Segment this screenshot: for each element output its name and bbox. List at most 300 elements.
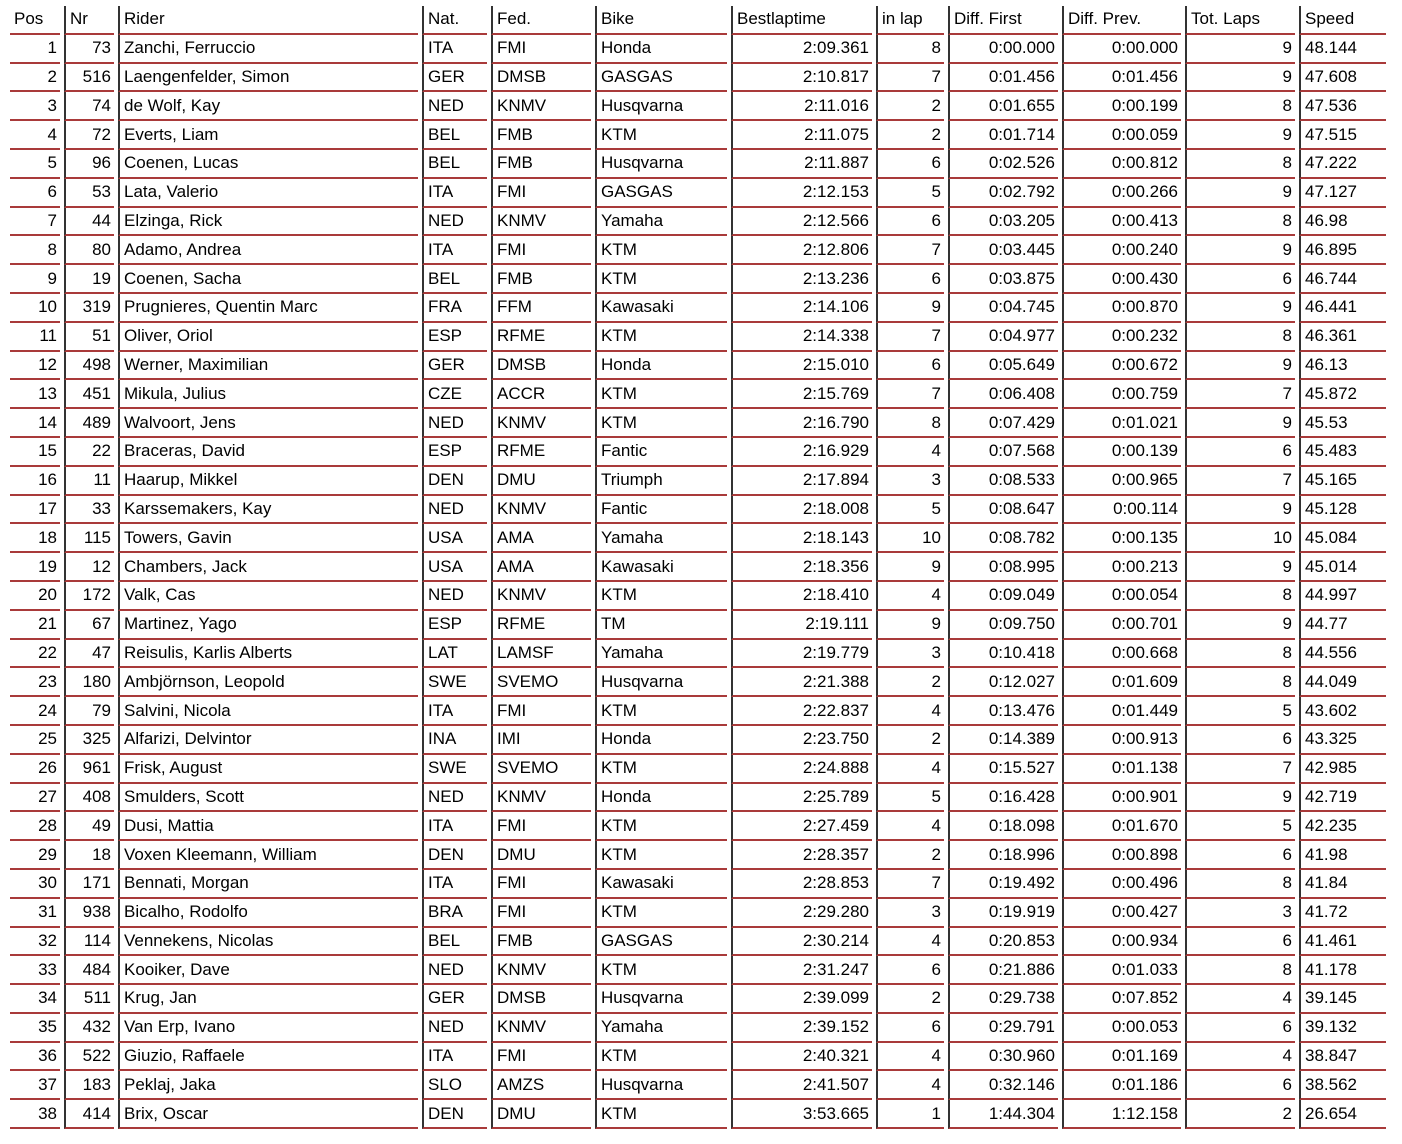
cell-pos: 9 (10, 265, 60, 294)
cell-diff-prev: 0:00.701 (1062, 611, 1181, 640)
cell-best: 2:40.321 (731, 1043, 872, 1072)
cell-diff-prev: 0:00.053 (1062, 1014, 1181, 1043)
cell-diff-first: 0:01.456 (948, 64, 1058, 93)
cell-rider: Van Erp, Ivano (118, 1014, 418, 1043)
cell-rider: Zanchi, Ferruccio (118, 35, 418, 64)
cell-bike: Honda (595, 35, 727, 64)
cell-rider: Coenen, Lucas (118, 150, 418, 179)
cell-inlap: 6 (876, 956, 944, 985)
cell-rider: Chambers, Jack (118, 553, 418, 582)
cell-nr: 408 (64, 784, 114, 813)
cell-fed: RFME (491, 323, 591, 352)
table-row (10, 928, 1386, 957)
cell-nr: 12 (64, 553, 114, 582)
cell-diff-first: 0:19.919 (948, 899, 1058, 928)
cell-bike: Yamaha (595, 640, 727, 669)
cell-fed: FMI (491, 899, 591, 928)
cell-diff-prev: 0:00.135 (1062, 524, 1181, 553)
cell-diff-first: 0:03.205 (948, 208, 1058, 237)
cell-nat: SWE (422, 668, 487, 697)
cell-speed: 44.997 (1299, 582, 1386, 611)
cell-bike: Kawasaki (595, 553, 727, 582)
cell-pos: 3 (10, 92, 60, 121)
cell-tot-laps: 7 (1185, 467, 1295, 496)
cell-fed: SVEMO (491, 668, 591, 697)
cell-pos: 2 (10, 64, 60, 93)
cell-nr: 325 (64, 726, 114, 755)
cell-rider: Alfarizi, Delvintor (118, 726, 418, 755)
cell-speed: 46.744 (1299, 265, 1386, 294)
cell-bike: Honda (595, 352, 727, 381)
cell-tot-laps: 8 (1185, 92, 1295, 121)
cell-tot-laps: 9 (1185, 784, 1295, 813)
cell-nr: 522 (64, 1043, 114, 1072)
cell-tot-laps: 8 (1185, 150, 1295, 179)
cell-speed: 41.84 (1299, 870, 1386, 899)
cell-tot-laps: 8 (1185, 668, 1295, 697)
cell-rider: Smulders, Scott (118, 784, 418, 813)
col-header-nat[interactable]: Nat. (422, 6, 487, 35)
cell-speed: 47.127 (1299, 179, 1386, 208)
col-header-pos[interactable]: Pos (10, 6, 60, 35)
cell-speed: 45.165 (1299, 467, 1386, 496)
cell-speed: 46.895 (1299, 236, 1386, 265)
cell-diff-first: 0:03.875 (948, 265, 1058, 294)
cell-diff-prev: 0:00.898 (1062, 841, 1181, 870)
cell-nr: 22 (64, 438, 114, 467)
cell-pos: 25 (10, 726, 60, 755)
cell-rider: Braceras, David (118, 438, 418, 467)
cell-best: 2:41.507 (731, 1071, 872, 1100)
cell-diff-prev: 0:00.759 (1062, 380, 1181, 409)
cell-nat: ITA (422, 1043, 487, 1072)
cell-nr: 961 (64, 755, 114, 784)
cell-bike: KTM (595, 380, 727, 409)
cell-bike: KTM (595, 265, 727, 294)
cell-speed: 47.536 (1299, 92, 1386, 121)
cell-nat: ITA (422, 812, 487, 841)
cell-best: 2:24.888 (731, 755, 872, 784)
cell-fed: LAMSF (491, 640, 591, 669)
cell-fed: KNMV (491, 92, 591, 121)
cell-diff-prev: 0:01.670 (1062, 812, 1181, 841)
cell-fed: AMA (491, 553, 591, 582)
cell-speed: 46.98 (1299, 208, 1386, 237)
cell-rider: Coenen, Sacha (118, 265, 418, 294)
cell-nat: GER (422, 64, 487, 93)
cell-nr: 115 (64, 524, 114, 553)
cell-bike: Husqvarna (595, 1071, 727, 1100)
cell-best: 2:30.214 (731, 928, 872, 957)
cell-nat: ESP (422, 438, 487, 467)
table-row (10, 496, 1386, 525)
cell-tot-laps: 4 (1185, 1043, 1295, 1072)
cell-tot-laps: 9 (1185, 553, 1295, 582)
cell-fed: DMU (491, 841, 591, 870)
cell-bike: KTM (595, 409, 727, 438)
table-row (10, 294, 1386, 323)
cell-best: 2:29.280 (731, 899, 872, 928)
cell-best: 2:18.356 (731, 553, 872, 582)
cell-nr: 516 (64, 64, 114, 93)
cell-fed: DMU (491, 467, 591, 496)
cell-fed: KNMV (491, 582, 591, 611)
cell-diff-prev: 0:07.852 (1062, 985, 1181, 1014)
cell-tot-laps: 8 (1185, 640, 1295, 669)
cell-best: 2:18.410 (731, 582, 872, 611)
cell-speed: 39.145 (1299, 985, 1386, 1014)
cell-best: 2:21.388 (731, 668, 872, 697)
cell-speed: 47.515 (1299, 121, 1386, 150)
cell-fed: AMZS (491, 1071, 591, 1100)
col-header-nr[interactable]: Nr (64, 6, 114, 35)
cell-nat: ITA (422, 870, 487, 899)
cell-inlap: 6 (876, 150, 944, 179)
table-row (10, 784, 1386, 813)
col-header-bike[interactable]: Bike (595, 6, 727, 35)
cell-speed: 47.608 (1299, 64, 1386, 93)
cell-best: 2:11.887 (731, 150, 872, 179)
cell-bike: KTM (595, 1100, 727, 1129)
cell-tot-laps: 6 (1185, 265, 1295, 294)
cell-bike: KTM (595, 956, 727, 985)
cell-inlap: 7 (876, 380, 944, 409)
cell-inlap: 6 (876, 1014, 944, 1043)
cell-tot-laps: 5 (1185, 812, 1295, 841)
cell-diff-prev: 0:00.427 (1062, 899, 1181, 928)
cell-nat: DEN (422, 841, 487, 870)
cell-inlap: 6 (876, 208, 944, 237)
table-row (10, 121, 1386, 150)
table-row (10, 870, 1386, 899)
cell-speed: 44.77 (1299, 611, 1386, 640)
cell-speed: 42.235 (1299, 812, 1386, 841)
cell-bike: KTM (595, 899, 727, 928)
cell-diff-first: 0:16.428 (948, 784, 1058, 813)
cell-inlap: 8 (876, 35, 944, 64)
col-header-tot-laps[interactable]: Tot. Laps (1185, 6, 1295, 35)
cell-diff-prev: 0:00.672 (1062, 352, 1181, 381)
cell-diff-prev: 0:00.000 (1062, 35, 1181, 64)
cell-diff-first: 0:08.647 (948, 496, 1058, 525)
cell-pos: 24 (10, 697, 60, 726)
cell-tot-laps: 10 (1185, 524, 1295, 553)
cell-speed: 42.985 (1299, 755, 1386, 784)
cell-diff-prev: 0:00.139 (1062, 438, 1181, 467)
cell-fed: SVEMO (491, 755, 591, 784)
cell-diff-prev: 0:00.668 (1062, 640, 1181, 669)
cell-speed: 41.98 (1299, 841, 1386, 870)
cell-rider: Elzinga, Rick (118, 208, 418, 237)
cell-nr: 72 (64, 121, 114, 150)
cell-nat: ITA (422, 236, 487, 265)
cell-best: 2:19.779 (731, 640, 872, 669)
cell-pos: 17 (10, 496, 60, 525)
cell-rider: Adamo, Andrea (118, 236, 418, 265)
cell-fed: FMI (491, 870, 591, 899)
cell-tot-laps: 4 (1185, 985, 1295, 1014)
cell-nr: 33 (64, 496, 114, 525)
cell-best: 2:39.099 (731, 985, 872, 1014)
cell-diff-first: 0:07.429 (948, 409, 1058, 438)
cell-diff-prev: 0:00.965 (1062, 467, 1181, 496)
cell-nat: BEL (422, 121, 487, 150)
cell-inlap: 5 (876, 179, 944, 208)
cell-inlap: 7 (876, 870, 944, 899)
cell-speed: 39.132 (1299, 1014, 1386, 1043)
cell-pos: 30 (10, 870, 60, 899)
cell-fed: RFME (491, 438, 591, 467)
cell-pos: 14 (10, 409, 60, 438)
cell-rider: Lata, Valerio (118, 179, 418, 208)
cell-diff-first: 0:02.792 (948, 179, 1058, 208)
cell-fed: DMSB (491, 64, 591, 93)
results-body (10, 35, 1386, 1129)
cell-speed: 42.719 (1299, 784, 1386, 813)
table-row (10, 582, 1386, 611)
col-header-fed[interactable]: Fed. (491, 6, 591, 35)
cell-diff-first: 0:08.995 (948, 553, 1058, 582)
cell-bike: KTM (595, 755, 727, 784)
cell-bike: Honda (595, 726, 727, 755)
table-row (10, 640, 1386, 669)
cell-speed: 38.847 (1299, 1043, 1386, 1072)
cell-bike: KTM (595, 697, 727, 726)
cell-speed: 43.602 (1299, 697, 1386, 726)
cell-speed: 44.049 (1299, 668, 1386, 697)
cell-nr: 319 (64, 294, 114, 323)
cell-pos: 11 (10, 323, 60, 352)
results-table (6, 6, 1390, 1129)
cell-best: 2:23.750 (731, 726, 872, 755)
cell-rider: Salvini, Nicola (118, 697, 418, 726)
cell-nr: 44 (64, 208, 114, 237)
cell-nr: 183 (64, 1071, 114, 1100)
cell-speed: 45.53 (1299, 409, 1386, 438)
col-header-diff-first[interactable]: Diff. First (948, 6, 1058, 35)
cell-best: 2:25.789 (731, 784, 872, 813)
cell-speed: 41.461 (1299, 928, 1386, 957)
cell-diff-prev: 0:00.114 (1062, 496, 1181, 525)
cell-rider: Bicalho, Rodolfo (118, 899, 418, 928)
cell-bike: KTM (595, 323, 727, 352)
cell-speed: 43.325 (1299, 726, 1386, 755)
cell-nat: LAT (422, 640, 487, 669)
cell-fed: DMSB (491, 985, 591, 1014)
cell-pos: 4 (10, 121, 60, 150)
cell-diff-prev: 0:00.266 (1062, 179, 1181, 208)
cell-rider: Walvoort, Jens (118, 409, 418, 438)
cell-fed: FMI (491, 35, 591, 64)
cell-bike: Triumph (595, 467, 727, 496)
cell-inlap: 4 (876, 755, 944, 784)
cell-inlap: 4 (876, 1071, 944, 1100)
cell-nr: 73 (64, 35, 114, 64)
cell-pos: 1 (10, 35, 60, 64)
cell-best: 2:15.010 (731, 352, 872, 381)
cell-speed: 38.562 (1299, 1071, 1386, 1100)
cell-pos: 33 (10, 956, 60, 985)
cell-fed: KNMV (491, 496, 591, 525)
col-header-speed[interactable]: Speed (1299, 6, 1386, 35)
cell-rider: Haarup, Mikkel (118, 467, 418, 496)
cell-best: 2:16.929 (731, 438, 872, 467)
cell-rider: Karssemakers, Kay (118, 496, 418, 525)
cell-inlap: 7 (876, 64, 944, 93)
cell-nat: DEN (422, 467, 487, 496)
cell-rider: Martinez, Yago (118, 611, 418, 640)
cell-rider: Peklaj, Jaka (118, 1071, 418, 1100)
table-row (10, 35, 1386, 64)
cell-diff-prev: 0:01.609 (1062, 668, 1181, 697)
table-row (10, 956, 1386, 985)
cell-diff-first: 0:06.408 (948, 380, 1058, 409)
cell-tot-laps: 8 (1185, 870, 1295, 899)
cell-rider: Ambjörnson, Leopold (118, 668, 418, 697)
cell-nr: 451 (64, 380, 114, 409)
col-header-bestlaptime[interactable]: Bestlaptime (731, 6, 872, 35)
cell-tot-laps: 8 (1185, 208, 1295, 237)
cell-nr: 53 (64, 179, 114, 208)
cell-inlap: 6 (876, 352, 944, 381)
cell-fed: DMU (491, 1100, 591, 1129)
cell-tot-laps: 8 (1185, 323, 1295, 352)
col-header-diff-prev[interactable]: Diff. Prev. (1062, 6, 1181, 35)
cell-tot-laps: 5 (1185, 697, 1295, 726)
cell-fed: DMSB (491, 352, 591, 381)
cell-tot-laps: 8 (1185, 582, 1295, 611)
cell-best: 2:39.152 (731, 1014, 872, 1043)
cell-diff-first: 0:09.049 (948, 582, 1058, 611)
cell-best: 2:12.153 (731, 179, 872, 208)
cell-nat: GER (422, 985, 487, 1014)
table-row (10, 726, 1386, 755)
cell-fed: KNMV (491, 1014, 591, 1043)
cell-diff-first: 0:04.977 (948, 323, 1058, 352)
cell-diff-prev: 0:00.054 (1062, 582, 1181, 611)
cell-tot-laps: 7 (1185, 380, 1295, 409)
table-row (10, 208, 1386, 237)
table-row (10, 352, 1386, 381)
cell-rider: Reisulis, Karlis Alberts (118, 640, 418, 669)
cell-bike: KTM (595, 121, 727, 150)
cell-diff-prev: 1:12.158 (1062, 1100, 1181, 1129)
cell-diff-prev: 0:01.169 (1062, 1043, 1181, 1072)
cell-inlap: 9 (876, 294, 944, 323)
cell-diff-first: 0:18.996 (948, 841, 1058, 870)
cell-best: 2:28.853 (731, 870, 872, 899)
cell-nat: GER (422, 352, 487, 381)
cell-pos: 34 (10, 985, 60, 1014)
cell-diff-first: 0:15.527 (948, 755, 1058, 784)
table-row (10, 1043, 1386, 1072)
cell-diff-first: 0:00.000 (948, 35, 1058, 64)
cell-best: 2:18.008 (731, 496, 872, 525)
cell-nat: ESP (422, 323, 487, 352)
col-header-in-lap[interactable]: in lap (876, 6, 944, 35)
cell-diff-prev: 0:00.232 (1062, 323, 1181, 352)
cell-pos: 10 (10, 294, 60, 323)
cell-tot-laps: 6 (1185, 1014, 1295, 1043)
cell-diff-prev: 0:00.240 (1062, 236, 1181, 265)
cell-diff-prev: 0:00.059 (1062, 121, 1181, 150)
cell-nat: NED (422, 409, 487, 438)
cell-tot-laps: 9 (1185, 496, 1295, 525)
cell-fed: FMI (491, 812, 591, 841)
cell-best: 2:15.769 (731, 380, 872, 409)
cell-diff-first: 0:01.714 (948, 121, 1058, 150)
cell-nat: USA (422, 524, 487, 553)
cell-speed: 45.084 (1299, 524, 1386, 553)
table-row (10, 438, 1386, 467)
cell-diff-prev: 0:00.870 (1062, 294, 1181, 323)
cell-nr: 96 (64, 150, 114, 179)
cell-rider: Mikula, Julius (118, 380, 418, 409)
cell-pos: 15 (10, 438, 60, 467)
cell-tot-laps: 2 (1185, 1100, 1295, 1129)
cell-bike: KTM (595, 236, 727, 265)
cell-diff-first: 0:01.655 (948, 92, 1058, 121)
cell-diff-prev: 0:01.033 (1062, 956, 1181, 985)
cell-fed: KNMV (491, 956, 591, 985)
cell-nr: 414 (64, 1100, 114, 1129)
cell-inlap: 1 (876, 1100, 944, 1129)
cell-fed: FMI (491, 697, 591, 726)
cell-rider: Bennati, Morgan (118, 870, 418, 899)
cell-bike: Fantic (595, 438, 727, 467)
cell-tot-laps: 6 (1185, 1071, 1295, 1100)
cell-bike: TM (595, 611, 727, 640)
cell-diff-first: 0:10.418 (948, 640, 1058, 669)
cell-tot-laps: 9 (1185, 121, 1295, 150)
cell-nr: 498 (64, 352, 114, 381)
cell-bike: GASGAS (595, 928, 727, 957)
cell-nr: 938 (64, 899, 114, 928)
cell-bike: GASGAS (595, 64, 727, 93)
cell-rider: Brix, Oscar (118, 1100, 418, 1129)
cell-pos: 19 (10, 553, 60, 582)
cell-diff-first: 0:04.745 (948, 294, 1058, 323)
cell-diff-first: 0:14.389 (948, 726, 1058, 755)
cell-inlap: 4 (876, 812, 944, 841)
table-row (10, 812, 1386, 841)
cell-bike: KTM (595, 841, 727, 870)
table-row (10, 755, 1386, 784)
cell-tot-laps: 9 (1185, 35, 1295, 64)
cell-bike: Husqvarna (595, 92, 727, 121)
cell-nat: NED (422, 92, 487, 121)
cell-bike: KTM (595, 812, 727, 841)
cell-inlap: 3 (876, 467, 944, 496)
cell-diff-first: 0:02.526 (948, 150, 1058, 179)
cell-bike: Yamaha (595, 208, 727, 237)
cell-best: 2:11.016 (731, 92, 872, 121)
cell-inlap: 3 (876, 640, 944, 669)
col-header-rider[interactable]: Rider (118, 6, 418, 35)
cell-diff-prev: 0:00.199 (1062, 92, 1181, 121)
cell-inlap: 9 (876, 611, 944, 640)
cell-pos: 23 (10, 668, 60, 697)
cell-inlap: 4 (876, 582, 944, 611)
cell-diff-prev: 0:00.213 (1062, 553, 1181, 582)
cell-speed: 41.72 (1299, 899, 1386, 928)
cell-nat: FRA (422, 294, 487, 323)
cell-nr: 51 (64, 323, 114, 352)
cell-nr: 114 (64, 928, 114, 957)
cell-bike: GASGAS (595, 179, 727, 208)
cell-rider: Voxen Kleemann, William (118, 841, 418, 870)
cell-inlap: 3 (876, 899, 944, 928)
